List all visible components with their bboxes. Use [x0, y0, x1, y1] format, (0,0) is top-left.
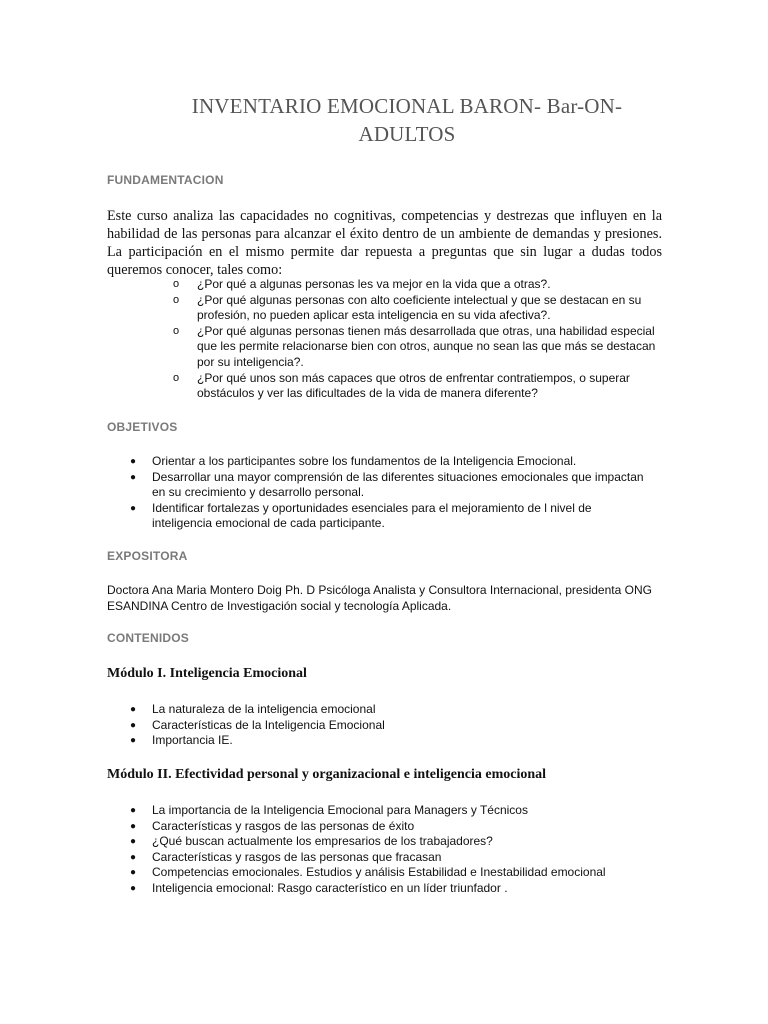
bullet-icon: ●	[130, 735, 137, 747]
list-item: o ¿Por qué a algunas personas les va mejor en la vida que a otras?.	[173, 277, 551, 291]
list-item: ● Competencias emocionales. Estudios y análisis Estabilidad e Inestabilidad emocional	[130, 865, 606, 880]
circle-bullet-icon: o	[173, 324, 180, 337]
title-line-1: INVENTARIO EMOCIONAL BARON- Bar-ON-	[191, 94, 623, 118]
list-item: ● La importancia de la Inteligencia Emocional para Managers y Técnicos	[130, 803, 528, 817]
list-item: ● La naturaleza de la inteligencia emocional	[130, 702, 376, 716]
list-item: ● ¿Qué buscan actualmente los empresarios de los trabajadores?	[130, 834, 493, 849]
module-2-list	[130, 803, 652, 897]
bullet-icon: ●	[130, 836, 137, 848]
heading-fundamentacion: FUNDAMENTACION	[107, 173, 224, 187]
title-line-2: ADULTOS	[358, 122, 456, 146]
list-item: ● Características y rasgos de las personas que fracasan	[130, 849, 442, 864]
circle-bullet-icon: o	[173, 278, 180, 290]
objectives-list	[130, 454, 652, 532]
list-item: o ¿Por qué unos son más capaces que otros de enfrentar contratiempos, o superar obstáculos y ver las dificultades de la vida de manera diferente?	[173, 370, 630, 401]
list-item: ● Características de la Inteligencia Emocional	[130, 717, 385, 732]
list-item: ● Desarrollar una mayor comprensión de las diferentes situaciones emocionales que impactan en su crecimiento y desarrollo personal.	[130, 469, 644, 500]
intro-paragraph: Este curso analiza las capacidades no cognitivas, competencias y destrezas que influyen en la habilidad de las personas para alcanzar el éxito dentro de un ambiente de demandas y presiones. La participación en el mismo permite dar repuesta a preguntas que sin lugar a dudas todos queremos conocer, tales como:	[107, 208, 662, 278]
bullet-icon: ●	[130, 456, 137, 467]
bullet-icon: ●	[130, 719, 137, 731]
module-2-title: Módulo II. Efectividad personal y organizacional e inteligencia emocional	[107, 767, 547, 782]
module-1-title: Módulo I. Inteligencia Emocional	[107, 666, 307, 681]
list-item: ● Importancia IE.	[130, 733, 233, 748]
circle-bullet-icon: o	[173, 371, 180, 384]
question-list	[173, 277, 667, 402]
bullet-icon: ●	[130, 805, 137, 816]
heading-objetivos: OBJETIVOS	[107, 420, 178, 434]
list-item: ● Inteligencia emocional: Rasgo característico en un líder triunfador .	[130, 880, 508, 895]
module-1-list	[130, 702, 652, 749]
expositora-text: Doctora Ana Maria Montero Doig Ph. D Psicóloga Analista y Consultora Internacional, presidenta ONG ESANDINA Centro de Investigación social y tecnología Aplicada.	[107, 583, 652, 613]
list-item: o ¿Por qué algunas personas con alto coeficiente intelectual y que se destacan en su profesión, no pueden aplicar esta inteligencia en su vida afectiva?.	[173, 292, 642, 323]
list-item: ● Orientar a los participantes sobre los fundamentos de la Inteligencia Emocional.	[130, 454, 577, 468]
list-item: ● Características y rasgos de las personas de éxito	[130, 818, 415, 833]
heading-expositora: EXPOSITORA	[107, 549, 188, 563]
bullet-icon: ●	[130, 882, 137, 894]
bullet-icon: ●	[130, 471, 137, 483]
document-title	[100, 92, 714, 148]
list-item: ● Identificar fortalezas y oportunidades esenciales para el mejoramiento de l nivel de inteligencia emocional de cada participante.	[130, 500, 592, 531]
bullet-icon: ●	[130, 851, 137, 863]
bullet-icon: ●	[130, 502, 137, 514]
bullet-icon: ●	[130, 867, 137, 879]
list-item: o ¿Por qué algunas personas tienen más desarrollada que otras, una habilidad especial que les permite relacionarse bien con otros, aunque no sean las que más se destacan por su inteligencia?.	[173, 323, 656, 369]
bullet-icon: ●	[130, 820, 137, 832]
circle-bullet-icon: o	[173, 293, 180, 306]
heading-contenidos: CONTENIDOS	[107, 631, 190, 645]
bullet-icon: ●	[130, 704, 137, 715]
